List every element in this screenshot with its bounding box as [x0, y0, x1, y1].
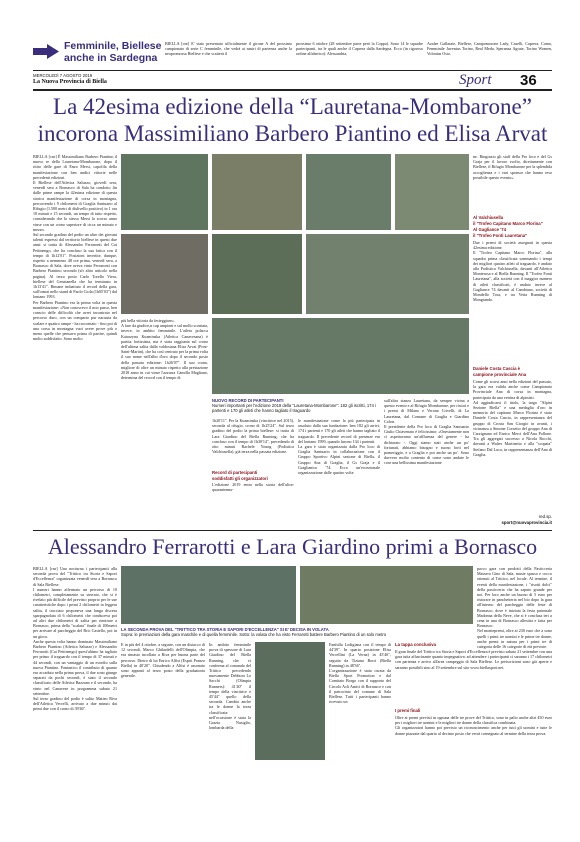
trophy-subtitle-2: il "Trofeo Capitano Marco Florina"	[473, 221, 543, 226]
article2-col5c: Oltre ai premi previsti in ognuna delle tre prove del Trittico, sono in palio anche altri 450 euro per i migliori tre uomini e le migliori tre donne della classifica combinata. Gli organizzatori hanno poi previsto un riconoscimento anche per tutti gli uomini e tutte le donne piazzate dal quarto al decimo posto che verrà consegnato al termine della terza prova.	[395, 715, 552, 736]
paper-name: La Nuova Provincia di Biella	[33, 79, 107, 85]
page-number: 36	[520, 72, 537, 89]
article1-col4: le manifestazione come la più partecipata in assoluto dalla sua fondazione: ben 182 gli arrivi, 174 i partenti e 170 gli atleti che hanno tagliato il traguardo. Il precedente record di presenze era del lontano 1999, quando furono 134 i partenti. La gara è stata organizzata dalla Pro loco di Graglia Santuario in collaborazione con il Gruppo Sportivo Alpini sezione di Biella, il Gruppo Ana di Graglia, il Gs Graja e il Graglianico '74. Ecco un'eccezionale organizzazione dalle quattro volte	[298, 418, 380, 476]
trophy-subtitle-4: il "Trofeo Fonti Lauretana"	[473, 233, 528, 238]
section-title-line2: anche in Sardegna	[64, 52, 158, 64]
article2-caption	[121, 627, 473, 637]
record-text: Numeri importanti per l'edizione 2019 della "Lauretana-Mombarone": 182 gli iscritti, 174 i partenti e 170 gli atleti che hanno tagliato il traguardo	[212, 403, 376, 414]
section-name: Sport	[459, 72, 492, 88]
article1-col5c: Come gli scorsi anni nella edizioni del passato, la gara era valida anche come Campionato Provinciale Ana di corsa in montagna, partecipata da una vetrina di alpinisti. Ad aggiudicarsi il titolo, la targa "Alpini Sezione Biella" e una medaglia d'oro in memoria del capitano Marco Florina è stato Daniele Costa Cascia, in rappresentanza del gruppo di Crosta San Giorgio in avanti, i vicinanza a Simone Corsetto del gruppo Ana di Carzignano ed Enrico Merci dell'Ana Pollone. Tra gli aggregati successo a Nicola Rocchi, davanti a Walter Martinetto e alla "scopata" Stefano Dal Luca, in rappresentanza dell'Ana di Graglia.	[473, 379, 552, 457]
record-subtitle-1: Record di partecipanti	[212, 470, 258, 475]
photo-bornasco-podium-women	[300, 566, 473, 624]
article2-col2: E in più del 4 ottobre, a seguire, con un distacco di 12 secondi, Marco Ghilardelli dell'Olimpia, che era rimasto incollato a Riva per buona parte del percorso. Dietro di lui Enrico Alfisi (Esprit Pranzo Biella) in 40'20". Chiudendo a Alfisi è assonato sono appunti al terzo posto della graduatoria generale.	[121, 642, 205, 679]
article2-headline: Alessandro Ferrarotti e Lara Giardino primi a Bornasco	[47, 534, 538, 559]
article1-credit	[473, 514, 552, 525]
article1-col1: BIELLA [cnr] È Massimiliano Barbero Piantino il nuovo re della Lauretana-Mombarone, dopo il ritiro delle gare di Enzo Mersi, capofila della manifestazione con ben undici vittorie nelle precedenti edizioni. Il Biellese dell'Atletica Saluzzo, giovedì sera, venerdì sera a Bornasco di Sala ha condotto fin dalle prime rampe la 42esima edizione di questa storica manifestazione di corsa in montagna, percorrendo i 9 chilometri di Graglia Santuario al Rifugio (1.500 metri di dislivello positivo) in 1 ora 10 minuti e 15 secondi, un tempo di tutto rispetto, considerando che lo stesso Mersi lo scorso anno vinse con un crono superiore di circa un minuto e mezzo. Sul secondo gradino del podio un altro dei giovani talenti espressi dal territorio biellese in questi due anni: si tratta di Alessandro Ferraronti del Cai Pettinengo, che ha concluso la sua fatica con il tempo di 1h12'01". Posizioni invertite, dunque, rispetto a nemmeno 48 ore prima, venerdì sera, a Bornasco di Sala, dove aveva vinto Ferraronti con Barbero Piantino secondo (sfr altro articolo nella pagina). Al terzo posto Carlo Torello Viera, biellese del Genzianella che ha terminato in 1h13'41". Rimane imbattuto il record della gara, sull'ormai nello stand di Paolo Ciola (1h05'03") dal lontano 1993. Per Barbero Piantino era la prima volta in questa manifestazione: «Non conoscevo il mio passo, ben conscio delle difficoltà che avrei incontrato nel percorso duro, con un comparto pur nacuuta da scalare e quattro rampe - ha raccontato - fino poi di una corsa in montagna vuoi avere prove più o meno quelle che pensavo prima di partire, quindi molto soddisfatto. Sono molto	[33, 154, 117, 342]
article2-col5b: Il gran finale del Trittico tra Storia e Sapori d'Eccellenza è previsto sabato 21 settembre con una gara tutta affascinante quanto impegnativa: ad attendere i partecipanti ci saranno i 17 chilometri con partenza e arrivo all'area campeggio di Sala Biellese. Le preiscrizioni sono già aperte e saranno possibili sino al 19 settembre sul sito www.biellasport.net.	[395, 649, 552, 670]
record-tail: L'edizione 2019 entra nella storia dell'ultra-quarantenna-	[212, 482, 294, 493]
article2-col1: BIELLA [cnr] Una nocturna i partecipanti alla seconda prova del "Trittico tra Storia e Sapori d'Eccellenza" organizzata venerdì sera a Bornasco di Sala Biellese. I numeri hanno affermato un percorso di 10 chilometri, completamente su sterrato, che si è rivelato più difficile del previsto proprio per le sue caratteristiche dopo i primi 2 chilometri in leggera salita, il tracciato proponeva una lunga discesa sparpagnolata di 6 chilometri che conduceva poi ad altri due chilometri di salita per rientrare a Bornasco, prima della "scalata" finale di 100metri per arrivare al parcheggio del Bric Castello, poi in un gioco. Anche questa volta hanno dominato Massimiliano Barbero Piantino (Atletica Saluzzo) e Alessandro Ferrarotti (Cai Pettinengo) quest'ultimo ha tagliato per primo il traguardo con il tempo di 37 minuti e 44 secondi, con un vantaggio di un esordio sulla nuova Piantino. Fantastico il contributo di quanto era accaduto nella prima prova, il due sono giunge separati da pochi secondi, è stato il secondo classificato delle Atletica Bazzano e il secondo, ha vinto nel Canavese in programma sabato 21 settembre. Sul terzo gradino del podio è salito Matteo Riva dell'Atletica Vercelli, arrivato a due minuti dai primi due con il crono di 39'46".	[33, 566, 117, 712]
record-title: NUOVO RECORD DI PARTECIPANTI	[212, 398, 284, 403]
article1-headline	[33, 93, 552, 147]
article2-col3: In ambito femminile prova di spessore di Lara Giardino del Biella Running, che vi conferma al comando del Trittico precedendo nuovamente Debbora Lo Sacchi (Olimpia Runners): 41'40" il tempo della vincitrice e 45'44" quello della seconda. Cambia anche tra le donne la terza classificata: nell'occasione è stata la Grazia Nusiglio, lombarda della	[209, 642, 251, 731]
article-separator	[33, 530, 552, 531]
article1-col5: ne. Ringrazio gli staff della Pro loco e del Gs Graja per il lavoro svolto, direttamente con Biellese, il Rifugio Mombarone per la splendida accoglienza e i vari sponsor che hanno reso possibile questo evento».	[473, 154, 552, 180]
article1-col3: 1h20'11". Per la Kuzminska (vincitrice nel 2015), seconda al rifugio, crono di 1h25'24". Sul terzo gradino del podio la prima biellese: si tratta di Lara Giardino del Biella Running, che ha concluso con il tempo di 1h30'14", precedendo di otto minuti Rachele Young (Podistica Valchiusella), già terza nella passata edizione.	[212, 418, 294, 455]
record-subtitle-2: soddisfatti gli organizzatori	[212, 476, 268, 481]
article2-subtitle-2: I premi finali	[395, 708, 421, 713]
article1-col4b: sull'altra stanza Lauretana, da sempre vicina a questo evento e al Rifugio Mombarone, per ristori e i premi di Milano e Verona Crivelli, di La Lauretana, dal Comune di Graglia e Giardino Colon. Il presidente della Pro loco di Graglia Santuario Giulio Chiavenato è felicissimo: «Onestamente non ci aspettavamo un'affluenza del genere - ha dichiarato -. Oggi siamo stati anche un po' fortunati, abbiamo bisogno e suono forti nel pomeriggio, e a Graglia e poi anche un po'. Sono davvero molto contento di come sono andate le cose una bellissima manifestazione	[384, 398, 469, 466]
article1-col2: più bella vittoria da festeggiare». A fare da giudice,n cap ampioni e sul mollo scontata, invece, in ambito femminile. L'atleta polacca Katarzyna Kuzminska (Atletica Canavesana) è partita fortissima, ma è stata raggiunta sul crono dell'ultima salita dalla valdostana Elisa Arvat (Pont-Saint-Martin), che ha così centrato per la prima volta il suo nome nell'albo d'oro dopo il secondo posto della passata edizione: 1h26'07". Il suo crono, migliore di oltre un minuto rispetto alla prestazione 2018 anno in cui vinse l'azzurra Camilla Magliano, determina del record con il tempo di	[121, 318, 208, 381]
header-rule	[33, 89, 552, 91]
trophy-subtitle-1: Al Valchiusella	[473, 215, 504, 220]
credit-email: sport@nuovaprovincia.it	[501, 519, 552, 525]
photo-podium-women	[212, 154, 302, 230]
article2-col5-main: pacco gara con prodotti della Pasticceria Massera Gino di Sala, muste spasso e cocco ottenuti al Trittico, nel locale. Al termine, il eventi della manifestazione, i "risotti dolci" della pasticceria che ha saputo grande per noi. Per loro anche un buono di 5 euro per ristorare in panchetteria nel bio dopo la gara all'interno del parcheggio delle feste di Bornasco, dove è iniziata la festa patronale Madonna della Neve, che si è conclusa ieri a cena in una di Bornasco allestita e fatta per Bornasco. Nel montepremi, oltre ai 230 euro che a sono quelli i primi tre uomini e le prime tre donne, anche premi in natura per i primi tre di categoria delle 16 categorie di età previste.	[477, 566, 552, 650]
credit-name: red.sp.	[538, 514, 552, 519]
date-line: MERCOLEDÌ 7 AGOSTO 2019	[33, 73, 93, 78]
photo-ana-podium	[121, 234, 208, 314]
article1-headline-line2: incorona Massimiliano Barbero Piantino ed Elisa Arvat	[37, 121, 548, 146]
photo-runner-2	[395, 154, 469, 230]
photo-runner-1	[306, 154, 391, 230]
photo-bornasco-podium-men	[121, 566, 296, 624]
photo-start	[212, 234, 302, 314]
article2-subtitle-1: La tappa conclusiva	[395, 642, 437, 647]
section-arrow-icon	[33, 44, 59, 59]
top-column-1: BIELLA [cnr] E' stato presentato ufficialmente il girone A del prossimo campionato di serie C femminile, che vedrà ai nastri di partenza anche la neopromossa Biellese e che scatterà il	[165, 41, 292, 57]
top-column-3: Azalee Gallarate, Biellese, Campomorone Lady, Caselli, Caprera, Como, Femminile Juventus Torino, Real Meda, Speranza Agrate, Torino Women, Volontas Osio.	[427, 41, 552, 57]
photo-sprint-finish	[255, 642, 325, 760]
article1-col5b: Due i premi di società assegnati in questa 42esima edizione. Il "Trofeo Capitano Marco Florina", alla squadra prima classificata sommando i tempi dei migliori quattro atleti al traguardo, è andato alla Podistica Valchiusella, davanti all'Atletica Monterosa e al Biella Running. Il "Trofeo Fonti Lauretana", alla società con il maggior numero di atleti classificati, è andato invece al Gagliance 74 davanti al Cambiano, società di Mondello Tora, e tra Vetta Running di Mongrando.	[473, 240, 552, 303]
photo-podium-men	[121, 154, 208, 230]
photo-runners-group	[306, 234, 469, 314]
article2-col4: Fanfulla Lodigiana con il tempo di 44'39". In quarta posizione Elisa Vercellini (La Verna) in 45'46", seguita da Tiziana Borri (Biella Running) in 48'36". L'organizzazione è stata curata da Biella Sport Promotion e dal Comitato Borgo con il supporto del Circolo Acli Amici di Bornasco e con il patrocinio del comune di Sala Biellese. Tutti i partecipanti hanno ricevuto un	[329, 642, 391, 705]
record-box	[212, 398, 380, 414]
top-column-2: prossimo 6 ottobre (28 settembre parte però la Coppa). Sono 14 le squadre partecipanti, tra le quali anche il Caprera dalla Sardegna. Ecco (in rigoroso ordine alfabetico): Alessandria,	[296, 41, 423, 57]
ana-subtitle-1: Daniele Costa Cascia è	[473, 366, 521, 371]
section-title	[64, 40, 164, 64]
ana-subtitle-2: campione provinciale Ana	[473, 372, 527, 377]
caption-title: LA SECONDA PROVA DEL "TRITTICO TRA STORIA E SAPORI D'ECCELLENZA" SI E' DECISA IN VOLATA	[121, 627, 329, 632]
photo-crowd	[212, 318, 469, 394]
masthead-rule	[33, 70, 552, 71]
caption-text: Sopra: le premiazioni della gara maschile e di quella femminile. Sotto: la volata che ha visto Ferrarotti battere Barbero Piantino di un solo metro	[121, 632, 387, 638]
section-title-line1: Femminile, Biellese	[64, 40, 162, 52]
trophy-subtitle-3: Al Gagliance '74	[473, 227, 507, 232]
article1-headline-line1: La 42esima edizione della “Lauretana-Mombarone”	[53, 94, 532, 119]
